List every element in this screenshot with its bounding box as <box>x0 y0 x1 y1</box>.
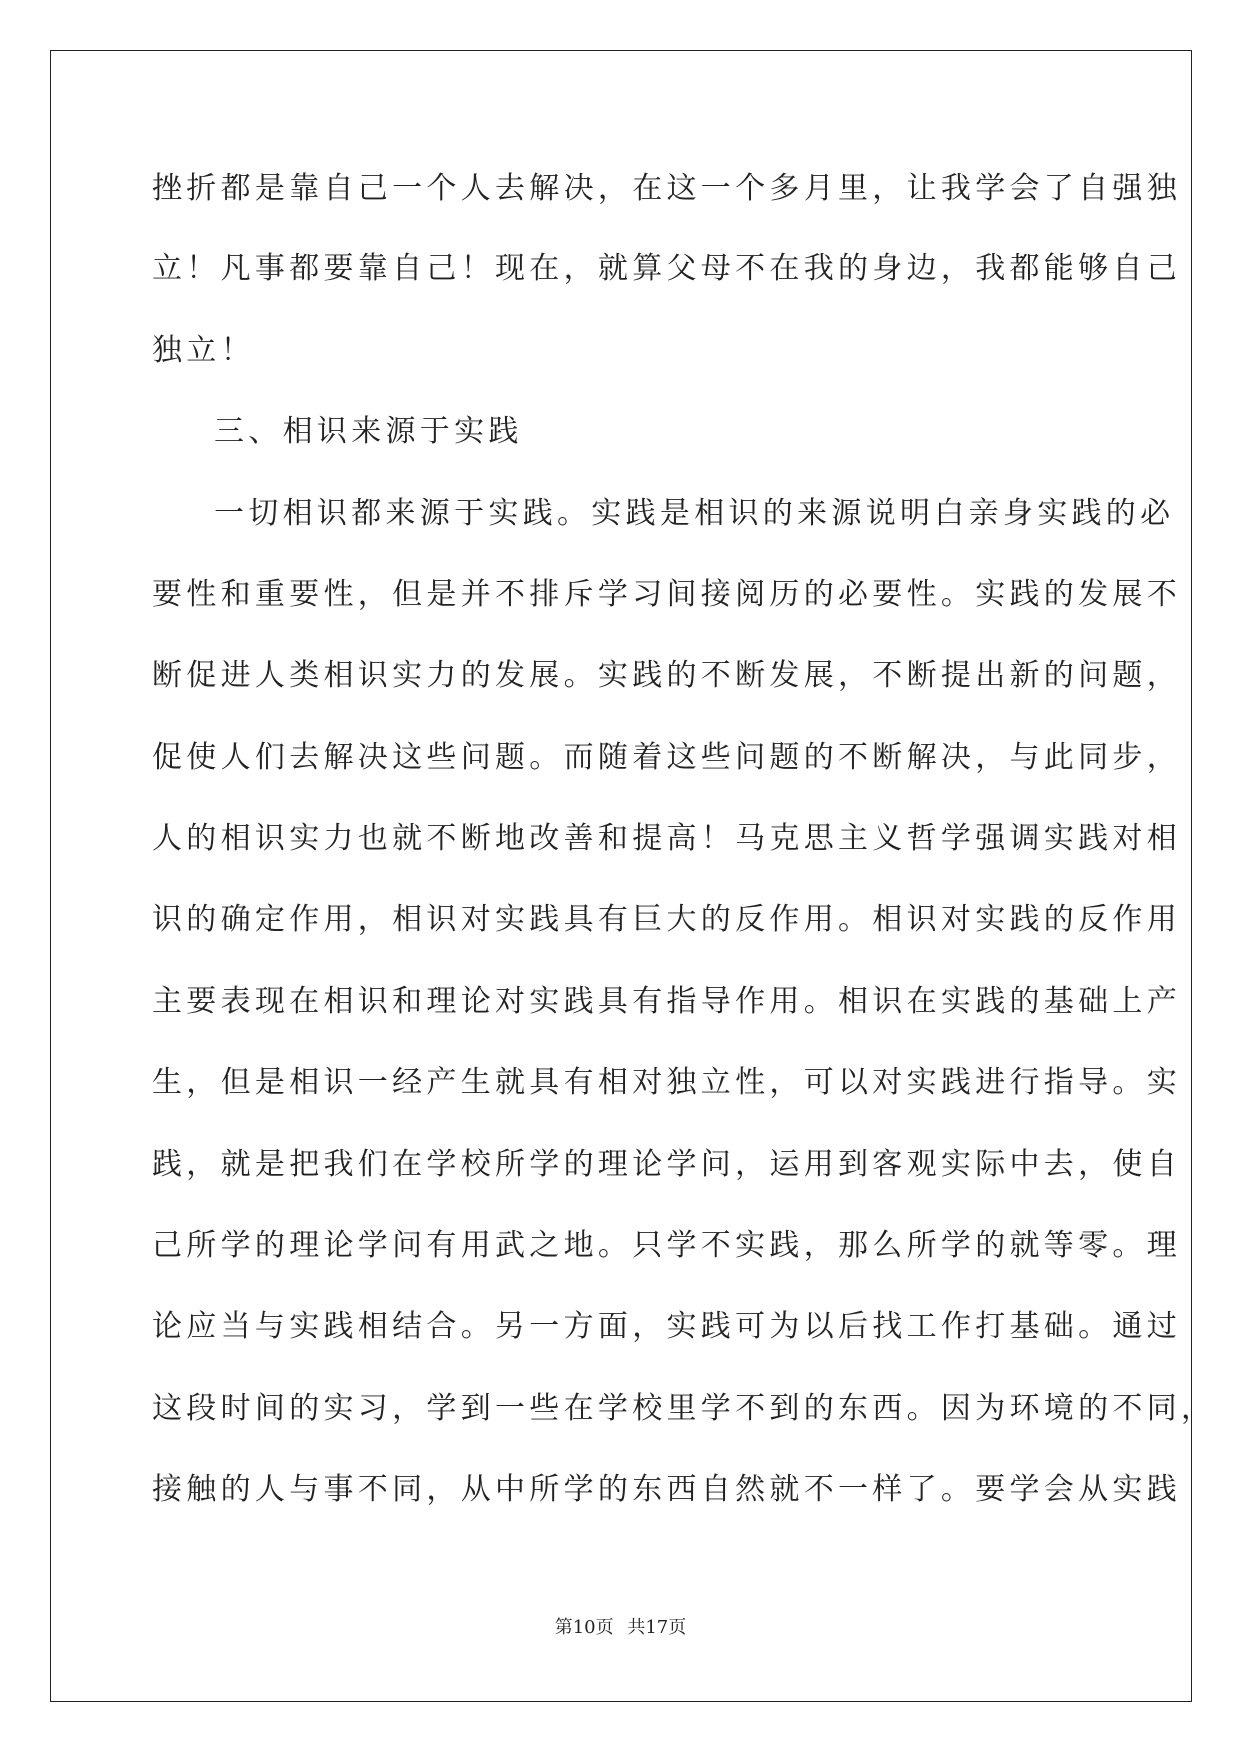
text-line: 践，就是把我们在学校所学的理论学问，运用到客观实际中去，使自 <box>152 1147 1181 1182</box>
page-number: 第10页 <box>554 1617 614 1638</box>
text-line: 识的确定作用，相识对实践具有巨大的反作用。相识对实践的反作用 <box>152 902 1181 937</box>
text-line: 独立！ <box>152 333 255 368</box>
page-footer <box>0 1616 1241 1640</box>
text-line: 论应当与实践相结合。另一方面，实践可为以后找工作打基础。通过 <box>152 1309 1181 1344</box>
text-line: 挫折都是靠自己一个人去解决，在这一个多月里，让我学会了自强独 <box>152 171 1181 206</box>
text-line: 断促进人类相识实力的发展。实践的不断发展，不断提出新的问题， <box>152 658 1181 693</box>
text-line: 人的相识实力也就不断地改善和提高！马克思主义哲学强调实践对相 <box>152 821 1181 856</box>
text-line: 促使人们去解决这些问题。而随着这些问题的不断解决，与此同步， <box>152 740 1181 775</box>
text-line: 己所学的理论学问有用武之地。只学不实践，那么所学的就等零。理 <box>152 1228 1181 1263</box>
text-line: 主要表现在相识和理论对实践具有指导作用。相识在实践的基础上产 <box>152 984 1181 1019</box>
text-line: 一切相识都来源于实践。实践是相识的来源说明白亲身实践的必 <box>214 496 1175 531</box>
page-border <box>50 50 1192 1702</box>
text-line: 要性和重要性，但是并不排斥学习间接阅历的必要性。实践的发展不 <box>152 577 1181 612</box>
text-line: 这段时间的实习，学到一些在学校里学不到的东西。因为环境的不同， <box>152 1391 1216 1426</box>
text-line: 接触的人与事不同，从中所学的东西自然就不一样了。要学会从实践 <box>152 1472 1181 1507</box>
section-heading: 三、相识来源于实践 <box>214 414 523 449</box>
page-total: 共17页 <box>627 1617 687 1638</box>
text-line: 生，但是相识一经产生就具有相对独立性，可以对实践进行指导。实 <box>152 1065 1181 1100</box>
text-line: 立！凡事都要靠自己！现在，就算父母不在我的身边，我都能够自己 <box>152 251 1181 286</box>
